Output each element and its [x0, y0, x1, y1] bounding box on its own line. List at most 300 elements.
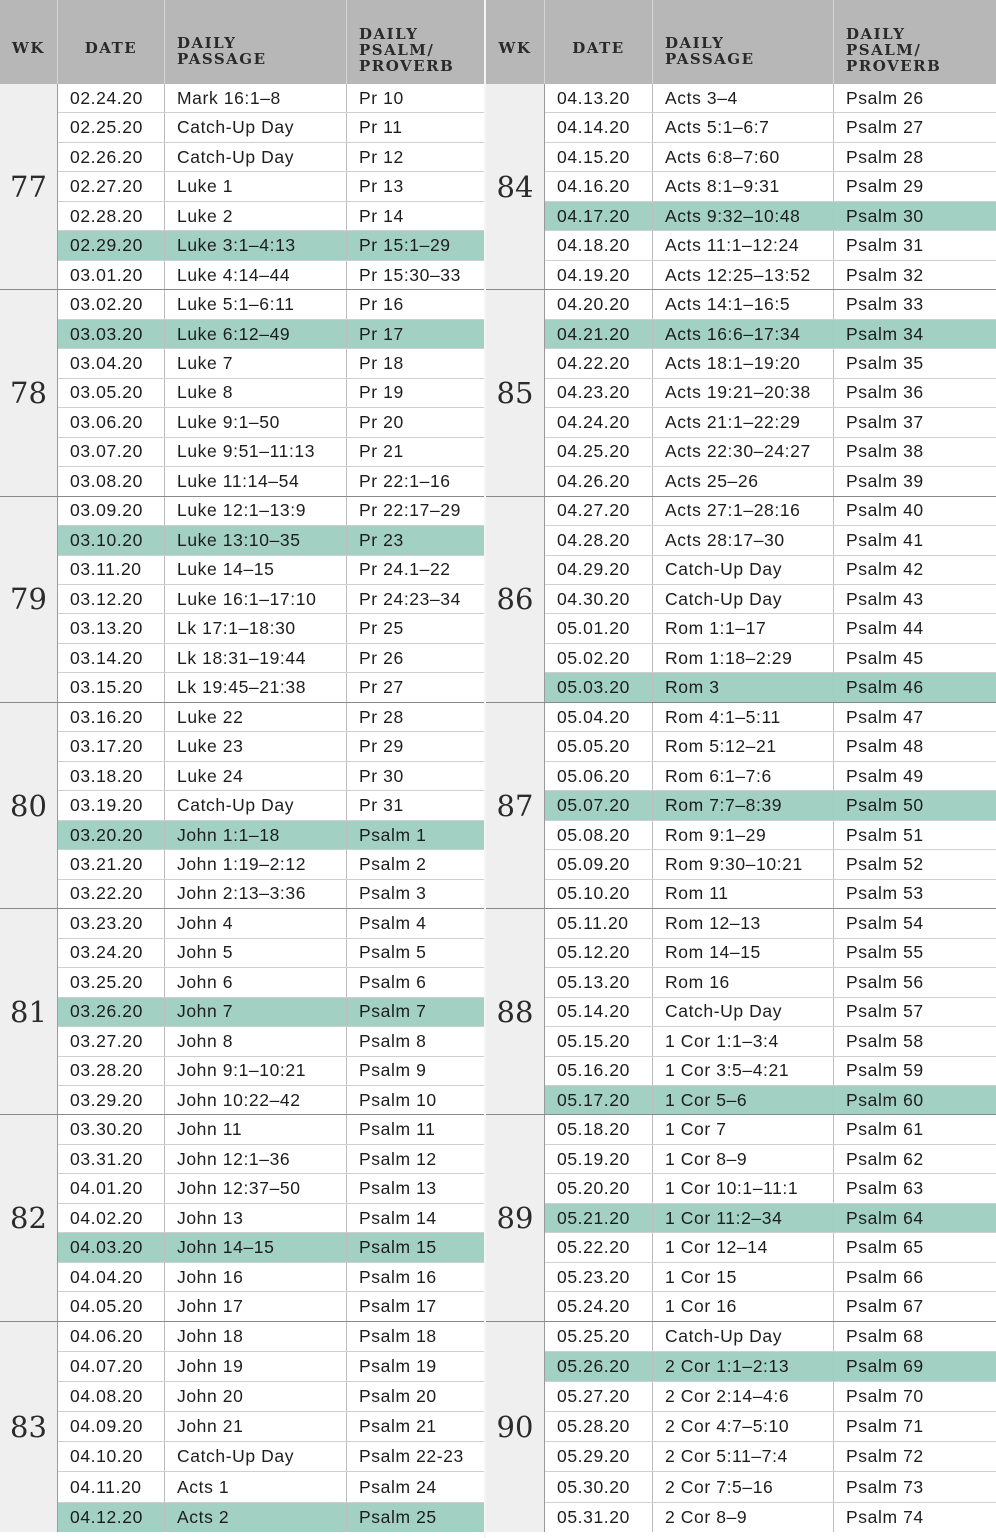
psalm-cell: Psalm 48	[846, 736, 924, 757]
table-row-highlighted	[545, 791, 996, 820]
table-header	[0, 0, 492, 84]
date-cell: 04.24.20	[545, 408, 653, 436]
psalm-cell: Psalm 70	[846, 1386, 924, 1407]
table-row	[545, 1442, 996, 1472]
date-cell: 03.19.20	[58, 791, 165, 819]
psalm-cell: Psalm 15	[347, 1233, 492, 1261]
table-row	[58, 1352, 492, 1382]
passage-cell: Acts 14:1–16:5	[653, 290, 834, 318]
table-row	[545, 644, 996, 673]
table-row-highlighted	[545, 1086, 996, 1114]
passage-cell: John 18	[165, 1322, 347, 1351]
date-cell: 03.04.20	[58, 349, 165, 377]
date-cell: 05.29.20	[545, 1442, 653, 1471]
date-cell: 03.16.20	[58, 703, 165, 731]
table-row	[545, 880, 996, 908]
psalm-cell: Psalm 30	[846, 205, 924, 226]
passage-cell: Acts 19:21–20:38	[653, 379, 834, 407]
passage-cell: 2 Cor 1:1–2:13	[653, 1352, 834, 1381]
psalm-cell: Psalm 32	[846, 264, 924, 285]
psalm-cell: Psalm 20	[347, 1382, 492, 1411]
passage-cell: Acts 16:6–17:34	[653, 320, 834, 348]
date-cell: 05.10.20	[545, 880, 653, 908]
passage-cell: Lk 17:1–18:30	[165, 614, 347, 642]
week-number: 90	[486, 1322, 545, 1532]
date-cell: 03.07.20	[58, 438, 165, 466]
psalm-cell: Psalm 69	[846, 1355, 924, 1376]
psalm-cell: Pr 23	[347, 526, 492, 554]
passage-cell: 1 Cor 11:2–34	[653, 1204, 834, 1232]
week-group	[486, 1322, 996, 1532]
date-cell: 03.02.20	[58, 290, 165, 318]
date-cell: 03.12.20	[58, 585, 165, 613]
psalm-cell: Psalm 39	[846, 470, 924, 491]
date-cell: 05.12.20	[545, 939, 653, 967]
table-row	[58, 84, 492, 113]
date-cell: 04.22.20	[545, 349, 653, 377]
table-row	[545, 1263, 996, 1292]
passage-cell: Luke 7	[165, 349, 347, 377]
table-row	[545, 84, 996, 113]
psalm-cell: Psalm 62	[846, 1148, 924, 1169]
passage-cell: Catch-Up Day	[653, 585, 834, 613]
psalm-cell: Psalm 7	[347, 998, 492, 1026]
week-group	[0, 84, 492, 290]
passage-cell: Luke 6:12–49	[165, 320, 347, 348]
table-row	[545, 1027, 996, 1056]
psalm-cell: Pr 22:1–16	[347, 467, 492, 495]
table-row	[545, 1174, 996, 1203]
psalm-cell: Psalm 36	[846, 382, 924, 403]
table-row-highlighted	[58, 1503, 492, 1532]
passage-cell: Catch-Up Day	[653, 998, 834, 1026]
date-cell: 04.19.20	[545, 261, 653, 289]
header-wk: WK	[0, 0, 58, 84]
psalm-cell: Pr 24:23–34	[347, 585, 492, 613]
date-cell: 05.03.20	[545, 673, 653, 701]
passage-cell: Acts 3–4	[653, 84, 834, 112]
date-cell: 05.19.20	[545, 1145, 653, 1173]
table-row	[58, 497, 492, 526]
date-cell: 02.26.20	[58, 143, 165, 171]
week-group	[486, 290, 996, 496]
week-group	[0, 290, 492, 496]
table-row	[58, 1263, 492, 1292]
table-body	[486, 84, 996, 1538]
passage-cell: Acts 5:1–6:7	[653, 113, 834, 141]
date-cell: 04.27.20	[545, 497, 653, 525]
table-row	[545, 998, 996, 1027]
date-cell: 04.16.20	[545, 172, 653, 200]
table-row	[545, 1057, 996, 1086]
psalm-cell: Psalm 44	[846, 618, 924, 639]
psalm-cell: Psalm 27	[846, 117, 924, 138]
passage-cell: Catch-Up Day	[653, 1322, 834, 1351]
psalm-cell: Psalm 65	[846, 1237, 924, 1258]
psalm-cell: Psalm 51	[846, 824, 924, 845]
week-group	[0, 703, 492, 909]
table-row	[58, 1174, 492, 1203]
date-cell: 04.07.20	[58, 1352, 165, 1381]
date-cell: 05.14.20	[545, 998, 653, 1026]
table-row	[545, 556, 996, 585]
psalm-cell: Psalm 37	[846, 411, 924, 432]
table-row	[545, 585, 996, 614]
date-cell: 05.11.20	[545, 909, 653, 937]
table-row	[545, 143, 996, 172]
psalm-cell: Pr 15:30–33	[347, 261, 492, 289]
psalm-cell: Psalm 49	[846, 765, 924, 786]
table-row	[58, 438, 492, 467]
passage-cell: John 2:13–3:36	[165, 880, 347, 908]
psalm-cell: Psalm 31	[846, 235, 924, 256]
table-row	[58, 143, 492, 172]
psalm-cell: Psalm 25	[347, 1503, 492, 1532]
table-row	[58, 1322, 492, 1352]
psalm-cell: Psalm 10	[347, 1086, 492, 1114]
table-row-highlighted	[58, 1233, 492, 1262]
psalm-cell: Pr 31	[347, 791, 492, 819]
psalm-cell: Pr 16	[347, 290, 492, 318]
header-passage: DAILY PASSAGE	[653, 0, 834, 84]
passage-cell: Rom 6:1–7:6	[653, 762, 834, 790]
table-row	[545, 821, 996, 850]
psalm-cell: Psalm 46	[846, 677, 924, 698]
psalm-cell: Psalm 38	[846, 441, 924, 462]
date-cell: 03.23.20	[58, 909, 165, 937]
date-cell: 05.22.20	[545, 1233, 653, 1261]
psalm-cell: Psalm 28	[846, 146, 924, 167]
table-row	[545, 1472, 996, 1502]
passage-cell: Mark 16:1–8	[165, 84, 347, 112]
date-cell: 03.03.20	[58, 320, 165, 348]
psalm-cell: Psalm 11	[347, 1115, 492, 1143]
passage-cell: Luke 2	[165, 202, 347, 230]
psalm-cell: Psalm 59	[846, 1060, 924, 1081]
table-row	[58, 732, 492, 761]
passage-cell: Luke 5:1–6:11	[165, 290, 347, 318]
psalm-cell: Psalm 60	[846, 1089, 924, 1110]
table-body	[0, 84, 492, 1538]
week-number: 81	[0, 909, 58, 1114]
date-cell: 03.14.20	[58, 644, 165, 672]
passage-cell: Catch-Up Day	[165, 791, 347, 819]
psalm-cell: Psalm 5	[347, 939, 492, 967]
passage-cell: John 10:22–42	[165, 1086, 347, 1114]
passage-cell: Rom 1:18–2:29	[653, 644, 834, 672]
psalm-cell: Psalm 55	[846, 942, 924, 963]
passage-cell: Luke 14–15	[165, 556, 347, 584]
date-cell: 04.12.20	[58, 1503, 165, 1532]
table-row	[545, 1115, 996, 1144]
table-row	[58, 1292, 492, 1320]
week-number: 79	[0, 497, 58, 702]
table-row	[545, 290, 996, 319]
week-group	[486, 497, 996, 703]
table-row	[545, 438, 996, 467]
date-cell: 04.30.20	[545, 585, 653, 613]
passage-cell: John 1:19–2:12	[165, 850, 347, 878]
date-cell: 04.01.20	[58, 1174, 165, 1202]
passage-cell: Rom 5:12–21	[653, 732, 834, 760]
table-row	[545, 349, 996, 378]
psalm-cell: Pr 20	[347, 408, 492, 436]
table-row	[58, 202, 492, 231]
date-cell: 05.20.20	[545, 1174, 653, 1202]
date-cell: 05.09.20	[545, 850, 653, 878]
table-row	[545, 231, 996, 260]
passage-cell: John 13	[165, 1204, 347, 1232]
date-cell: 03.29.20	[58, 1086, 165, 1114]
week-group	[0, 1322, 492, 1532]
psalm-cell: Pr 27	[347, 673, 492, 701]
table-row	[58, 673, 492, 701]
psalm-cell: Psalm 19	[347, 1352, 492, 1381]
date-cell: 04.25.20	[545, 438, 653, 466]
table-row	[58, 585, 492, 614]
psalm-cell: Psalm 2	[347, 850, 492, 878]
table-row	[545, 467, 996, 495]
table-row	[58, 968, 492, 997]
date-cell: 03.28.20	[58, 1057, 165, 1085]
table-row	[58, 349, 492, 378]
psalm-cell: Psalm 61	[846, 1119, 924, 1140]
date-cell: 05.02.20	[545, 644, 653, 672]
date-cell: 02.24.20	[58, 84, 165, 112]
passage-cell: 1 Cor 16	[653, 1292, 834, 1320]
table-row	[58, 644, 492, 673]
psalm-cell: Pr 24.1–22	[347, 556, 492, 584]
passage-cell: Acts 8:1–9:31	[653, 172, 834, 200]
table-row	[545, 1233, 996, 1262]
psalm-cell: Psalm 53	[846, 883, 924, 904]
week-number: 77	[0, 84, 58, 289]
week-group	[0, 909, 492, 1115]
psalm-cell: Psalm 35	[846, 352, 924, 373]
table-row-highlighted	[58, 821, 492, 850]
table-row	[58, 1115, 492, 1144]
psalm-cell: Psalm 41	[846, 529, 924, 550]
table-row	[58, 614, 492, 643]
date-cell: 04.10.20	[58, 1442, 165, 1471]
table-row-highlighted	[58, 231, 492, 260]
date-cell: 03.31.20	[58, 1145, 165, 1173]
date-cell: 03.01.20	[58, 261, 165, 289]
passage-cell: Acts 6:8–7:60	[653, 143, 834, 171]
date-cell: 04.26.20	[545, 467, 653, 495]
date-cell: 05.06.20	[545, 762, 653, 790]
psalm-cell: Pr 22:17–29	[347, 497, 492, 525]
passage-cell: Luke 23	[165, 732, 347, 760]
table-row	[58, 379, 492, 408]
passage-cell: John 7	[165, 998, 347, 1026]
psalm-cell: Pr 26	[347, 644, 492, 672]
table-row	[545, 113, 996, 142]
psalm-cell: Psalm 1	[347, 821, 492, 849]
date-cell: 05.16.20	[545, 1057, 653, 1085]
passage-cell: Rom 14–15	[653, 939, 834, 967]
psalm-cell: Pr 18	[347, 349, 492, 377]
passage-cell: Acts 22:30–24:27	[653, 438, 834, 466]
week-number: 84	[486, 84, 545, 289]
psalm-cell: Psalm 26	[846, 87, 924, 108]
passage-cell: Luke 16:1–17:10	[165, 585, 347, 613]
psalm-cell: Psalm 50	[846, 795, 924, 816]
date-cell: 05.25.20	[545, 1322, 653, 1351]
table-row	[545, 850, 996, 879]
week-group	[0, 497, 492, 703]
header-date: DATE	[58, 0, 165, 84]
week-group	[486, 909, 996, 1115]
week-number: 80	[0, 703, 58, 908]
table-row	[545, 408, 996, 437]
passage-cell: Acts 28:17–30	[653, 526, 834, 554]
passage-cell: Luke 13:10–35	[165, 526, 347, 554]
table-row-highlighted	[545, 202, 996, 231]
psalm-cell: Psalm 29	[846, 176, 924, 197]
week-number: 83	[0, 1322, 58, 1532]
header-passage: DAILY PASSAGE	[165, 0, 347, 84]
psalm-cell: Psalm 14	[347, 1204, 492, 1232]
table-row	[545, 732, 996, 761]
table-row	[545, 497, 996, 526]
table-row	[58, 1382, 492, 1412]
psalm-cell: Psalm 16	[347, 1263, 492, 1291]
week-number: 87	[486, 703, 545, 908]
date-cell: 04.18.20	[545, 231, 653, 259]
psalm-cell: Psalm 33	[846, 294, 924, 315]
psalm-cell: Pr 30	[347, 762, 492, 790]
table-row	[58, 1145, 492, 1174]
table-row	[545, 1145, 996, 1174]
date-cell: 04.17.20	[545, 202, 653, 230]
date-cell: 05.07.20	[545, 791, 653, 819]
psalm-cell: Psalm 42	[846, 559, 924, 580]
psalm-cell: Psalm 45	[846, 647, 924, 668]
passage-cell: 2 Cor 5:11–7:4	[653, 1442, 834, 1471]
table-row-highlighted	[545, 1204, 996, 1233]
table-row	[545, 1292, 996, 1320]
date-cell: 04.11.20	[58, 1472, 165, 1501]
date-cell: 05.23.20	[545, 1263, 653, 1291]
passage-cell: 1 Cor 1:1–3:4	[653, 1027, 834, 1055]
psalm-cell: Psalm 71	[846, 1416, 924, 1437]
table-row	[58, 1204, 492, 1233]
passage-cell: 1 Cor 8–9	[653, 1145, 834, 1173]
date-cell: 04.28.20	[545, 526, 653, 554]
psalm-cell: Psalm 8	[347, 1027, 492, 1055]
week-number: 86	[486, 497, 545, 702]
date-cell: 04.06.20	[58, 1322, 165, 1351]
date-cell: 03.24.20	[58, 939, 165, 967]
table-row	[58, 467, 492, 495]
passage-cell: John 12:1–36	[165, 1145, 347, 1173]
date-cell: 05.27.20	[545, 1382, 653, 1411]
psalm-cell: Psalm 43	[846, 588, 924, 609]
passage-cell: Luke 3:1–4:13	[165, 231, 347, 259]
date-cell: 05.17.20	[545, 1086, 653, 1114]
week-number: 89	[486, 1115, 545, 1320]
date-cell: 03.27.20	[58, 1027, 165, 1055]
psalm-cell: Pr 10	[347, 84, 492, 112]
passage-cell: John 16	[165, 1263, 347, 1291]
right-schedule-table	[486, 0, 996, 1538]
passage-cell: Rom 12–13	[653, 909, 834, 937]
date-cell: 05.30.20	[545, 1472, 653, 1501]
date-cell: 05.04.20	[545, 703, 653, 731]
date-cell: 03.06.20	[58, 408, 165, 436]
table-header	[486, 0, 996, 84]
psalm-cell: Psalm 12	[347, 1145, 492, 1173]
passage-cell: Luke 4:14–44	[165, 261, 347, 289]
date-cell: 04.15.20	[545, 143, 653, 171]
date-cell: 05.05.20	[545, 732, 653, 760]
passage-cell: Catch-Up Day	[165, 1442, 347, 1471]
header-date: DATE	[545, 0, 653, 84]
psalm-cell: Psalm 67	[846, 1296, 924, 1317]
date-cell: 02.27.20	[58, 172, 165, 200]
passage-cell: Catch-Up Day	[165, 143, 347, 171]
table-row-highlighted	[58, 998, 492, 1027]
date-cell: 05.01.20	[545, 614, 653, 642]
table-row	[58, 939, 492, 968]
left-schedule-table	[0, 0, 492, 1538]
date-cell: 02.25.20	[58, 113, 165, 141]
psalm-cell: Psalm 22-23	[347, 1442, 492, 1471]
table-row	[58, 1057, 492, 1086]
psalm-cell: Psalm 18	[347, 1322, 492, 1351]
week-group	[0, 1115, 492, 1321]
passage-cell: Acts 9:32–10:48	[653, 202, 834, 230]
table-row	[58, 113, 492, 142]
date-cell: 03.10.20	[58, 526, 165, 554]
psalm-cell: Psalm 4	[347, 909, 492, 937]
date-cell: 04.03.20	[58, 1233, 165, 1261]
passage-cell: 1 Cor 12–14	[653, 1233, 834, 1261]
passage-cell: Acts 1	[165, 1472, 347, 1501]
table-row	[58, 1442, 492, 1472]
date-cell: 05.13.20	[545, 968, 653, 996]
passage-cell: 2 Cor 8–9	[653, 1503, 834, 1532]
header-psalm: DAILY PSALM/ PROVERB	[359, 25, 455, 75]
psalm-cell: Pr 28	[347, 703, 492, 731]
date-cell: 03.15.20	[58, 673, 165, 701]
table-row	[545, 172, 996, 201]
psalm-cell: Psalm 13	[347, 1174, 492, 1202]
table-row-highlighted	[545, 320, 996, 349]
table-row	[545, 909, 996, 938]
date-cell: 04.09.20	[58, 1412, 165, 1441]
passage-cell: Lk 18:31–19:44	[165, 644, 347, 672]
table-row	[58, 408, 492, 437]
table-row	[58, 261, 492, 289]
table-row	[545, 379, 996, 408]
psalm-cell: Pr 15:1–29	[347, 231, 492, 259]
date-cell: 03.13.20	[58, 614, 165, 642]
psalm-cell: Pr 11	[347, 113, 492, 141]
date-cell: 03.20.20	[58, 821, 165, 849]
passage-cell: 1 Cor 15	[653, 1263, 834, 1291]
psalm-cell: Psalm 56	[846, 971, 924, 992]
date-cell: 04.08.20	[58, 1382, 165, 1411]
week-number: 78	[0, 290, 58, 495]
psalm-cell: Psalm 66	[846, 1266, 924, 1287]
date-cell: 03.25.20	[58, 968, 165, 996]
date-cell: 04.29.20	[545, 556, 653, 584]
table-row	[545, 1382, 996, 1412]
date-cell: 05.18.20	[545, 1115, 653, 1143]
psalm-cell: Psalm 9	[347, 1057, 492, 1085]
